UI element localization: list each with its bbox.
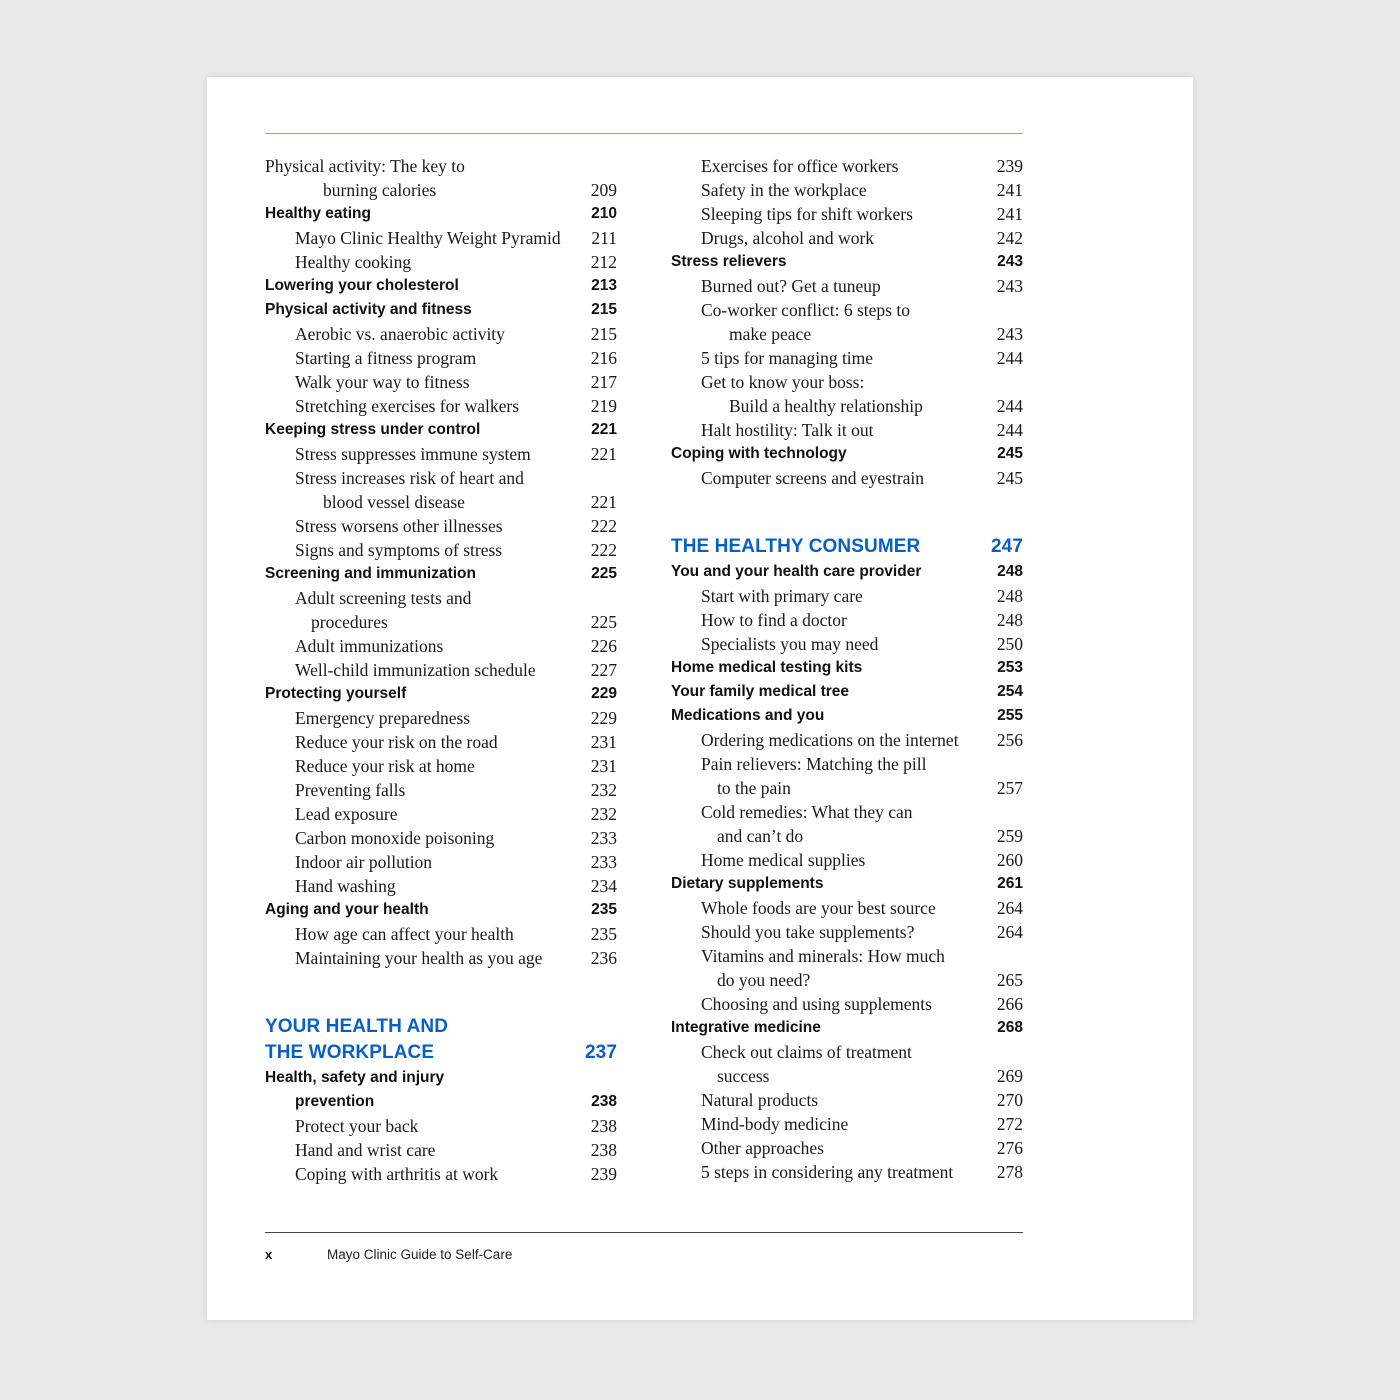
toc-entry[interactable] (671, 466, 1023, 490)
toc-entry[interactable] (265, 562, 617, 586)
toc-entry[interactable] (671, 560, 1023, 584)
toc-entry-page: 250 (996, 634, 1023, 654)
toc-entry-page: 238 (590, 1116, 617, 1136)
toc-content (265, 133, 1023, 1186)
toc-entry[interactable] (265, 898, 617, 922)
toc-entry-label: Choosing and using supplements (701, 994, 932, 1014)
toc-entry-page: 243 (996, 324, 1023, 344)
toc-entry-page: 215 (591, 301, 617, 318)
toc-entry-label: Stress relievers (671, 253, 787, 270)
toc-entry[interactable] (265, 370, 617, 394)
toc-entry-page: 236 (590, 948, 617, 968)
toc-entry-page: 232 (590, 780, 617, 800)
spacer (265, 970, 617, 1014)
toc-entry[interactable] (671, 1064, 1023, 1088)
toc-entry-page: 222 (590, 516, 617, 536)
toc-entry[interactable] (671, 584, 1023, 608)
toc-entry[interactable] (671, 202, 1023, 226)
toc-entry-page: 231 (590, 732, 617, 752)
toc-entry[interactable] (265, 1090, 617, 1114)
toc-entry-page: 239 (590, 1164, 617, 1184)
toc-entry-label: Aerobic vs. anaerobic activity (295, 324, 505, 344)
toc-entry-label: Keeping stress under control (265, 421, 481, 438)
toc-entry-page: 234 (590, 876, 617, 896)
toc-entry[interactable] (265, 442, 617, 466)
toc-entry-label: Vitamins and minerals: How much (701, 946, 945, 966)
toc-entry[interactable] (671, 346, 1023, 370)
toc-entry-label: How age can affect your health (295, 924, 514, 944)
toc-entry[interactable] (265, 178, 617, 202)
toc-entry[interactable] (265, 298, 617, 322)
toc-entry-page: 264 (996, 922, 1023, 942)
toc-entry-label: to the pain (717, 778, 791, 798)
toc-entry-label: blood vessel disease (323, 492, 465, 512)
toc-entry-label: Cold remedies: What they can (701, 802, 913, 822)
toc-section-page: 237 (584, 1042, 617, 1063)
toc-entry-label: Starting a fitness program (295, 348, 477, 368)
toc-entry-label: Ordering medications on the internet (701, 730, 959, 750)
toc-entry-page: 239 (996, 156, 1023, 176)
toc-entry[interactable] (265, 394, 617, 418)
toc-entry[interactable] (671, 1160, 1023, 1184)
toc-entry[interactable] (265, 226, 617, 250)
toc-column-left (265, 154, 617, 1186)
toc-entry-page: 221 (591, 421, 617, 438)
toc-entry-label: Reduce your risk on the road (295, 732, 498, 752)
toc-entry[interactable] (671, 920, 1023, 944)
toc-entry-label: Health, safety and injury (265, 1069, 445, 1086)
toc-entry-label: Protecting yourself (265, 685, 407, 702)
toc-entry-page: 235 (590, 924, 617, 944)
toc-entry-label: Stress worsens other illnesses (295, 516, 503, 536)
toc-entry-page: 232 (590, 804, 617, 824)
toc-entry[interactable] (671, 752, 1023, 776)
toc-entry-label: 5 tips for managing time (701, 348, 874, 368)
toc-entry[interactable] (671, 442, 1023, 466)
toc-entry-label: Pain relievers: Matching the pill (701, 754, 927, 774)
toc-entry-label: Coping with technology (671, 445, 847, 462)
toc-section-heading[interactable] (265, 1014, 617, 1040)
toc-entry-label: procedures (311, 612, 388, 632)
toc-section-page: 247 (990, 536, 1023, 557)
toc-entry-page: 269 (996, 1066, 1023, 1086)
toc-entry-label: Lowering your cholesterol (265, 277, 459, 294)
toc-entry-label: 5 steps in considering any treatment (701, 1162, 954, 1182)
toc-entry[interactable] (671, 1136, 1023, 1160)
toc-entry-label: Healthy cooking (295, 252, 412, 272)
toc-entry-page: 260 (996, 850, 1023, 870)
toc-entry[interactable] (265, 322, 617, 346)
footer-rule (265, 1232, 1023, 1233)
toc-entry-page: 231 (590, 756, 617, 776)
toc-entry[interactable] (671, 848, 1023, 872)
toc-entry-label: Build a healthy relationship (729, 396, 923, 416)
toc-entry-page: 244 (996, 396, 1023, 416)
toc-entry[interactable] (265, 874, 617, 898)
toc-entry[interactable] (671, 178, 1023, 202)
toc-entry-label: and can’t do (717, 826, 804, 846)
toc-entry-label: Aging and your health (265, 901, 429, 918)
toc-entry-page: 238 (591, 1093, 617, 1110)
toc-entry-label: Sleeping tips for shift workers (701, 204, 913, 224)
toc-entry-label: Well-child immunization schedule (295, 660, 536, 680)
toc-entry-page: 248 (996, 610, 1023, 630)
toc-entry-page: 245 (996, 468, 1023, 488)
toc-entry-page: 278 (996, 1162, 1023, 1182)
toc-entry[interactable] (265, 1138, 617, 1162)
toc-entry[interactable] (265, 538, 617, 562)
toc-entry-page: 216 (590, 348, 617, 368)
toc-entry-label: Home medical supplies (701, 850, 866, 870)
toc-entry-label: Halt hostility: Talk it out (701, 420, 874, 440)
toc-entry[interactable] (671, 370, 1023, 394)
toc-entry[interactable] (265, 634, 617, 658)
toc-entry-label: Home medical testing kits (671, 659, 863, 676)
toc-entry[interactable] (671, 226, 1023, 250)
toc-entry-label: Stretching exercises for walkers (295, 396, 520, 416)
toc-entry[interactable] (671, 896, 1023, 920)
toc-entry-page: 266 (996, 994, 1023, 1014)
toc-entry-label: Burned out? Get a tuneup (701, 276, 881, 296)
toc-entry-label: Co-worker conflict: 6 steps to (701, 300, 910, 320)
toc-entry-label: Other approaches (701, 1138, 824, 1158)
toc-entry-label: Adult immunizations (295, 636, 444, 656)
toc-entry[interactable] (671, 322, 1023, 346)
toc-entry-label: Protect your back (295, 1116, 419, 1136)
toc-entry-label: Get to know your boss: (701, 372, 865, 392)
toc-entry[interactable] (671, 418, 1023, 442)
toc-entry-page: 222 (590, 540, 617, 560)
toc-entry[interactable] (265, 514, 617, 538)
toc-entry-label: Natural products (701, 1090, 819, 1110)
toc-entry[interactable] (265, 274, 617, 298)
toc-entry-label: Integrative medicine (671, 1019, 821, 1036)
toc-entry[interactable] (671, 1040, 1023, 1064)
toc-entry-page: 211 (591, 228, 617, 248)
toc-entry-label: Drugs, alcohol and work (701, 228, 875, 248)
toc-entry-page: 212 (590, 252, 617, 272)
toc-entry-page: 221 (590, 492, 617, 512)
toc-entry-page: 221 (590, 444, 617, 464)
toc-entry-page: 272 (996, 1114, 1023, 1134)
toc-entry[interactable] (265, 250, 617, 274)
toc-entry-page: 248 (997, 563, 1023, 580)
toc-entry[interactable] (671, 298, 1023, 322)
toc-entry-label: Exercises for office workers (701, 156, 899, 176)
toc-entry[interactable] (671, 680, 1023, 704)
toc-entry-label: Screening and immunization (265, 565, 476, 582)
toc-entry[interactable] (671, 728, 1023, 752)
toc-entry[interactable] (265, 1066, 617, 1090)
toc-entry-label: Stress increases risk of heart and (295, 468, 524, 488)
toc-entry-label: Your family medical tree (671, 683, 850, 700)
toc-entry-page: 227 (590, 660, 617, 680)
toc-entry-page: 238 (590, 1140, 617, 1160)
toc-entry[interactable] (671, 704, 1023, 728)
toc-entry[interactable] (265, 802, 617, 826)
toc-entry[interactable] (671, 1016, 1023, 1040)
toc-entry-page: 225 (591, 565, 617, 582)
toc-entry-page: 243 (996, 276, 1023, 296)
page-footer (265, 1232, 1023, 1262)
toc-section-label: THE HEALTHY CONSUMER (671, 536, 921, 557)
toc-entry-label: Stress suppresses immune system (295, 444, 531, 464)
toc-entry-label: Signs and symptoms of stress (295, 540, 503, 560)
toc-entry-label: Whole foods are your best source (701, 898, 936, 918)
toc-entry[interactable] (671, 632, 1023, 656)
toc-entry-page: 241 (996, 180, 1023, 200)
toc-entry-page: 265 (996, 970, 1023, 990)
toc-entry-label: Carbon monoxide poisoning (295, 828, 495, 848)
toc-entry[interactable] (265, 1162, 617, 1186)
toc-entry[interactable] (265, 826, 617, 850)
toc-entry-label: Start with primary care (701, 586, 863, 606)
toc-entry[interactable] (671, 274, 1023, 298)
toc-entry-page: 215 (590, 324, 617, 344)
toc-entry-page: 248 (996, 586, 1023, 606)
toc-entry[interactable] (671, 1088, 1023, 1112)
toc-entry[interactable] (265, 202, 617, 226)
toc-entry[interactable] (265, 706, 617, 730)
toc-entry[interactable] (265, 610, 617, 634)
toc-entry-page: 243 (997, 253, 1023, 270)
toc-entry[interactable] (265, 922, 617, 946)
toc-entry[interactable] (265, 658, 617, 682)
toc-entry[interactable] (265, 754, 617, 778)
toc-entry-label: Indoor air pollution (295, 852, 433, 872)
toc-entry[interactable] (265, 586, 617, 610)
toc-entry[interactable] (671, 250, 1023, 274)
toc-entry[interactable] (265, 730, 617, 754)
toc-entry-label: Dietary supplements (671, 875, 824, 892)
toc-entry[interactable] (265, 490, 617, 514)
toc-entry-page: 233 (590, 828, 617, 848)
toc-entry[interactable] (671, 776, 1023, 800)
toc-entry[interactable] (265, 466, 617, 490)
toc-entry[interactable] (265, 682, 617, 706)
toc-entry-label: Medications and you (671, 707, 825, 724)
folio-number: x (265, 1247, 273, 1262)
toc-entry-label: Adult screening tests and (295, 588, 472, 608)
toc-entry-page: 245 (997, 445, 1023, 462)
toc-entry-label: Should you take supplements? (701, 922, 915, 942)
book-page (207, 77, 1193, 1320)
toc-entry[interactable] (265, 154, 617, 178)
toc-entry-page: 253 (997, 659, 1023, 676)
toc-entry-label: Hand washing (295, 876, 396, 896)
toc-entry-page: 259 (996, 826, 1023, 846)
toc-entry[interactable] (671, 944, 1023, 968)
footer-row (265, 1247, 1023, 1262)
toc-entry-label: Lead exposure (295, 804, 398, 824)
toc-entry-page: 235 (591, 901, 617, 918)
toc-section-heading[interactable] (265, 1040, 617, 1066)
toc-entry-label: Preventing falls (295, 780, 406, 800)
toc-entry-page: 257 (996, 778, 1023, 798)
toc-entry-label: Healthy eating (265, 205, 371, 222)
toc-entry-label: Check out claims of treatment (701, 1042, 912, 1062)
toc-section-label: THE WORKPLACE (265, 1042, 435, 1063)
toc-entry[interactable] (671, 154, 1023, 178)
toc-entry-page: 242 (996, 228, 1023, 248)
toc-entry-label: burning calories (323, 180, 437, 200)
toc-entry-label: prevention (295, 1093, 375, 1110)
toc-entry-label: Computer screens and eyestrain (701, 468, 925, 488)
toc-entry-page: 229 (591, 685, 617, 702)
toc-entry-label: Safety in the workplace (701, 180, 867, 200)
toc-entry[interactable] (671, 968, 1023, 992)
toc-entry[interactable] (265, 850, 617, 874)
toc-entry-page: 217 (590, 372, 617, 392)
toc-entry[interactable] (265, 346, 617, 370)
toc-entry[interactable] (671, 800, 1023, 824)
toc-section-heading[interactable] (671, 534, 1023, 560)
toc-entry[interactable] (671, 608, 1023, 632)
toc-entry-page: 254 (997, 683, 1023, 700)
toc-entry-page: 233 (590, 852, 617, 872)
toc-entry[interactable] (671, 992, 1023, 1016)
toc-entry-page: 268 (997, 1019, 1023, 1036)
toc-entry[interactable] (265, 778, 617, 802)
toc-section-label: YOUR HEALTH AND (265, 1016, 449, 1037)
toc-entry-page: 210 (591, 205, 617, 222)
toc-entry[interactable] (671, 872, 1023, 896)
toc-entry-page: 264 (996, 898, 1023, 918)
toc-entry-page: 276 (996, 1138, 1023, 1158)
toc-entry-label: Coping with arthritis at work (295, 1164, 499, 1184)
toc-entry-label: Walk your way to fitness (295, 372, 470, 392)
toc-entry-page: 219 (590, 396, 617, 416)
toc-entry-label: Hand and wrist care (295, 1140, 436, 1160)
toc-entry-label: Physical activity: The key to (265, 156, 465, 176)
toc-entry-label: Physical activity and fitness (265, 301, 472, 318)
toc-entry-page: 244 (996, 420, 1023, 440)
toc-entry-label: make peace (729, 324, 812, 344)
toc-entry-label: do you need? (717, 970, 811, 990)
toc-entry-label: success (717, 1066, 770, 1086)
toc-entry-page: 209 (590, 180, 617, 200)
toc-entry-label: Mind-body medicine (701, 1114, 849, 1134)
spacer (671, 490, 1023, 534)
toc-entry-page: 229 (590, 708, 617, 728)
toc-entry-label: Mayo Clinic Healthy Weight Pyramid (295, 228, 561, 248)
toc-entry[interactable] (671, 824, 1023, 848)
toc-entry-page: 225 (590, 612, 617, 632)
book-title: Mayo Clinic Guide to Self-Care (327, 1247, 513, 1262)
toc-entry-label: Specialists you may need (701, 634, 879, 654)
toc-entry[interactable] (265, 946, 617, 970)
toc-entry-page: 256 (996, 730, 1023, 750)
toc-entry-label: How to find a doctor (701, 610, 847, 630)
toc-entry-page: 270 (996, 1090, 1023, 1110)
toc-columns (265, 154, 1023, 1186)
toc-entry-label: Emergency preparedness (295, 708, 471, 728)
toc-entry-page: 213 (591, 277, 617, 294)
toc-column-right (671, 154, 1023, 1186)
toc-entry[interactable] (265, 418, 617, 442)
toc-entry[interactable] (671, 656, 1023, 680)
toc-entry-label: You and your health care provider (671, 563, 922, 580)
toc-entry-page: 261 (997, 875, 1023, 892)
toc-entry-label: Reduce your risk at home (295, 756, 475, 776)
toc-entry[interactable] (265, 1114, 617, 1138)
toc-entry-page: 244 (996, 348, 1023, 368)
top-rule (265, 133, 1023, 134)
toc-entry-page: 241 (996, 204, 1023, 224)
toc-entry-page: 255 (997, 707, 1023, 724)
toc-entry[interactable] (671, 394, 1023, 418)
toc-entry[interactable] (671, 1112, 1023, 1136)
toc-entry-page: 226 (590, 636, 617, 656)
toc-entry-label: Maintaining your health as you age (295, 948, 543, 968)
